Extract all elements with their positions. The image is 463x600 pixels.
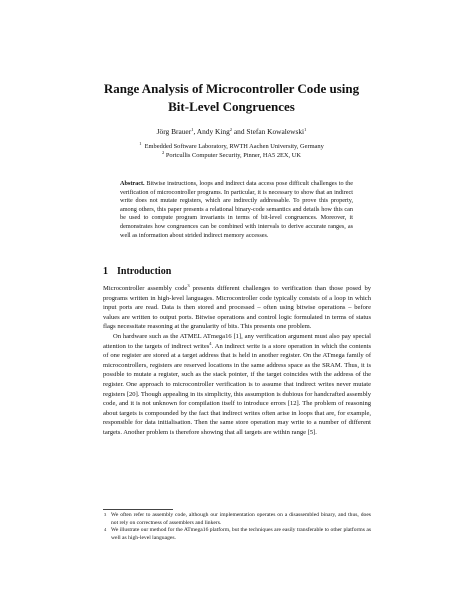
footnote [103, 527, 371, 542]
paragraph-text: presents different challenges to verification than those posed by programs written in high-level languages. Microcontroller code typically consists of a loop in which input ports are read. Data is then stored and processed – often using bitwise operations – before values are written to output ports. Bitwise operations and control logic formulated in terms of status flags necessitate reasoning at the granularity of bits. This presents one problem. [103, 285, 371, 331]
section-number: 1 [103, 266, 108, 277]
footnote-mark: 3 [104, 512, 107, 517]
author-name: Stefan Kowalewski [246, 127, 305, 136]
section-title: Introduction [117, 266, 172, 277]
footnote [103, 512, 371, 527]
affiliation-item [0, 151, 463, 160]
abstract-text: Bitwise instructions, loops and indirect data access pose difficult challenges to the verification of microcontroller programs. In particular, it is necessary to show that an indirect write does not mutate registers, which are indirectly addressable. To prove this property, among others, this paper presents a relational binary-code semantics and details how this can be used to compute program invariants in terms of bit-level congruences. Moreover, it demonstrates how congruences can be combined with intervals to derive accurate ranges, as well as information about strided indirect memory accesses. [120, 180, 353, 239]
footnote-text: We often refer to assembly code, although our implementation operates on a disassembled binary, and thus, does not rely on correctness of assemblers and linkers. [111, 512, 371, 526]
footnote-divider [103, 509, 173, 510]
footnote-ref: 4 [209, 340, 212, 346]
affiliation-mark: 1 [139, 141, 142, 146]
footnote-text: We illustrate our method for the ATmega16 platform, but the techniques are easily transferable to other platforms as well as high-level languages. [111, 527, 371, 541]
author-affiliation-mark: 2 [229, 127, 233, 132]
abstract-label: Abstract. [120, 180, 145, 187]
paragraph-text: Microcontroller assembly code [103, 285, 188, 292]
paragraph [103, 332, 371, 438]
abstract [120, 180, 353, 240]
author-separator: and [232, 127, 247, 136]
footnote-mark: 4 [104, 527, 107, 533]
title-line-1: Range Analysis of Microcontroller Code using [103, 81, 360, 96]
affiliation-mark: 2 [162, 150, 165, 155]
affiliation-text: Embedded Software Laboratory, RWTH Aachen University, Germany [144, 143, 324, 150]
author-list [0, 127, 463, 137]
title-line-2: Bit-Level Congruences [168, 99, 295, 114]
paragraph-text: . An indirect write is a store operation in which the contents of one register are stored at a target address that is held in another register. On the ATmega family of microcontrollers, registers are reserved locations in the same address space as the SRAM. Thus, it is possible to mutate a register, such as the stack pointer, if the target coincides with the address of the register. One approach to microcontroller verification is to assume that indirect writes never mutate registers [20]. Though appealing in its simplicity, this assumption is dubious for handcrafted assembly code, and it is not unknown for compilation itself to introduce errors [12]. The problem of reasoning about targets is compounded by the fact that indirect writes often arise in loops that are, for example, responsible for data initialisation. Then the same store operation may write to a number of different targets. Another problem is therefore showing that all targets are within range [5]. [103, 342, 371, 436]
author-affiliation-mark: 1 [304, 127, 307, 132]
footnote-list [103, 512, 371, 542]
author-affiliation-mark: 1 [191, 127, 194, 132]
affiliation-list [0, 142, 463, 160]
author-separator: , [193, 127, 197, 136]
author-name: Andy King [196, 127, 230, 136]
section-heading [103, 266, 171, 278]
paragraph-text: On hardware such as the ATMEL ATmega16 [1], any verification argument must also pay special attention to the targets of indirect writes [103, 332, 371, 350]
paper-title [0, 80, 463, 116]
paragraph [103, 284, 371, 332]
body-text [103, 284, 371, 438]
footnote-ref: 3 [187, 283, 190, 288]
affiliation-text: Portcullis Computer Security, Pinner, HA5 2EX, UK [165, 152, 301, 159]
author-name: Jörg Brauer [156, 127, 192, 136]
affiliation-item [0, 142, 463, 151]
